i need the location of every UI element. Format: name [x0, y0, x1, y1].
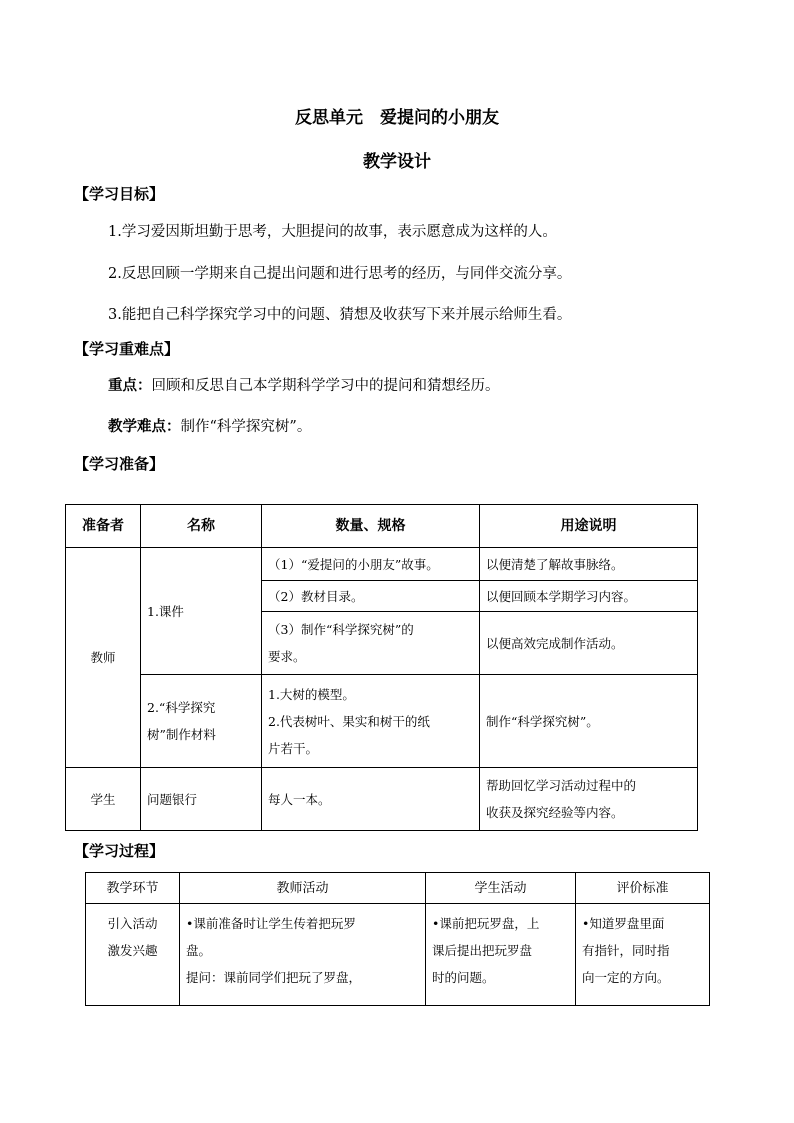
- table-header-row: [86, 873, 710, 904]
- student-activity-line-c: 时的问题。: [432, 970, 495, 985]
- preparation-table: [65, 504, 698, 831]
- teacher-activity-line-b: 盘。: [186, 943, 212, 958]
- difficulty-text: 制作“科学探究树”。: [180, 419, 312, 435]
- teacher-cell: 教师: [66, 548, 141, 768]
- objective-item-2: 2.反思回顾一学期来自己提出问题和进行思考的经历，与同伴交流分享。: [108, 266, 572, 282]
- col-header-spec: 数量、规格: [262, 505, 480, 548]
- teacher-activity-cell: [180, 904, 426, 1006]
- student-activity-cell: [426, 904, 576, 1006]
- difficulty-label: 教学难点：: [108, 419, 181, 435]
- item1-name-cell: 1.课件: [141, 548, 262, 675]
- item1-spec-2: （2）教材目录。: [262, 581, 480, 612]
- item1-use-3: 以便高效完成制作活动。: [480, 612, 698, 675]
- student-cell: 学生: [66, 768, 141, 831]
- item2-name-line-b: 树”制作材料: [147, 727, 216, 742]
- difficulty-line: [108, 415, 311, 436]
- item1-spec-3-line-b: 要求。: [268, 649, 306, 664]
- focus-line: [108, 374, 500, 395]
- evaluation-line-a: •知道罗盘里面: [582, 916, 665, 931]
- item1-use-2: 以便回顾本学期学习内容。: [480, 581, 698, 612]
- document-title: 反思单元 爱提问的小朋友: [295, 108, 499, 128]
- table-row: [66, 768, 698, 831]
- item2-name-cell: [141, 675, 262, 768]
- student-spec-cell: 每人一本。: [262, 768, 480, 831]
- focus-text: 回顾和反思自己本学期科学学习中的提问和猜想经历。: [151, 378, 500, 394]
- objectives-heading: 【学习目标】: [74, 185, 165, 203]
- table-row: [66, 675, 698, 768]
- objective-item-3: 3.能把自己科学探究学习中的问题、猜想及收获写下来并展示给师生看。: [108, 307, 572, 323]
- col-header-teacher-activity: 教师活动: [180, 873, 426, 904]
- stage-line-a: 引入活动: [107, 916, 158, 931]
- item2-spec-line-b: 2.代表树叶、果实和树干的纸: [268, 713, 430, 729]
- student-activity-line-a: •课前把玩罗盘，上: [432, 916, 540, 931]
- process-table: [85, 872, 710, 1006]
- process-heading: 【学习过程】: [74, 842, 165, 860]
- student-name-cell: 问题银行: [141, 768, 262, 831]
- evaluation-line-c: 向一定的方向。: [582, 970, 670, 985]
- teacher-activity-line-c: 提问：课前同学们把玩了罗盘，: [186, 970, 362, 985]
- focus-label: 重点：: [108, 378, 152, 394]
- item1-spec-3-line-a: （3）制作“科学探究树”的: [268, 622, 414, 637]
- item1-spec-3: [262, 612, 480, 675]
- keypoints-heading: 【学习重难点】: [74, 340, 180, 358]
- col-header-evaluation: 评价标准: [576, 873, 710, 904]
- item2-spec-cell: [262, 675, 480, 768]
- evaluation-line-b: 有指针，同时指: [582, 943, 670, 958]
- student-use-cell: [480, 768, 698, 831]
- item2-spec-line-a: 1.大树的模型。: [268, 686, 355, 702]
- col-header-student-activity: 学生活动: [426, 873, 576, 904]
- preparation-heading: 【学习准备】: [74, 455, 165, 473]
- stage-cell: [86, 904, 180, 1006]
- student-use-line-a: 帮助回忆学习活动过程中的: [486, 778, 637, 793]
- item2-name-line-a: 2.“科学探究: [147, 700, 216, 715]
- item1-spec-1: （1）“爱提问的小朋友”故事。: [262, 548, 480, 581]
- col-header-name: 名称: [141, 505, 262, 548]
- objective-item-1: 1.学习爱因斯坦勤于思考，大胆提问的故事，表示愿意成为这样的人。: [108, 224, 557, 240]
- item2-spec-line-c: 片若干。: [268, 740, 319, 756]
- col-header-preparer: 准备者: [66, 505, 141, 548]
- teacher-activity-line-a: •课前准备时让学生传着把玩罗: [186, 916, 356, 931]
- document-subtitle: 教学设计: [363, 152, 431, 172]
- stage-line-b: 激发兴趣: [107, 943, 158, 958]
- item1-use-1: 以便清楚了解故事脉络。: [480, 548, 698, 581]
- col-header-stage: 教学环节: [86, 873, 180, 904]
- item2-use-cell: 制作“科学探究树”。: [480, 675, 698, 768]
- student-activity-line-b: 课后提出把玩罗盘: [432, 943, 533, 958]
- table-header-row: [66, 505, 698, 548]
- table-row: [86, 904, 710, 1006]
- student-use-line-b: 收获及探究经验等内容。: [486, 805, 624, 820]
- col-header-use: 用途说明: [480, 505, 698, 548]
- table-row: [66, 548, 698, 581]
- evaluation-cell: [576, 904, 710, 1006]
